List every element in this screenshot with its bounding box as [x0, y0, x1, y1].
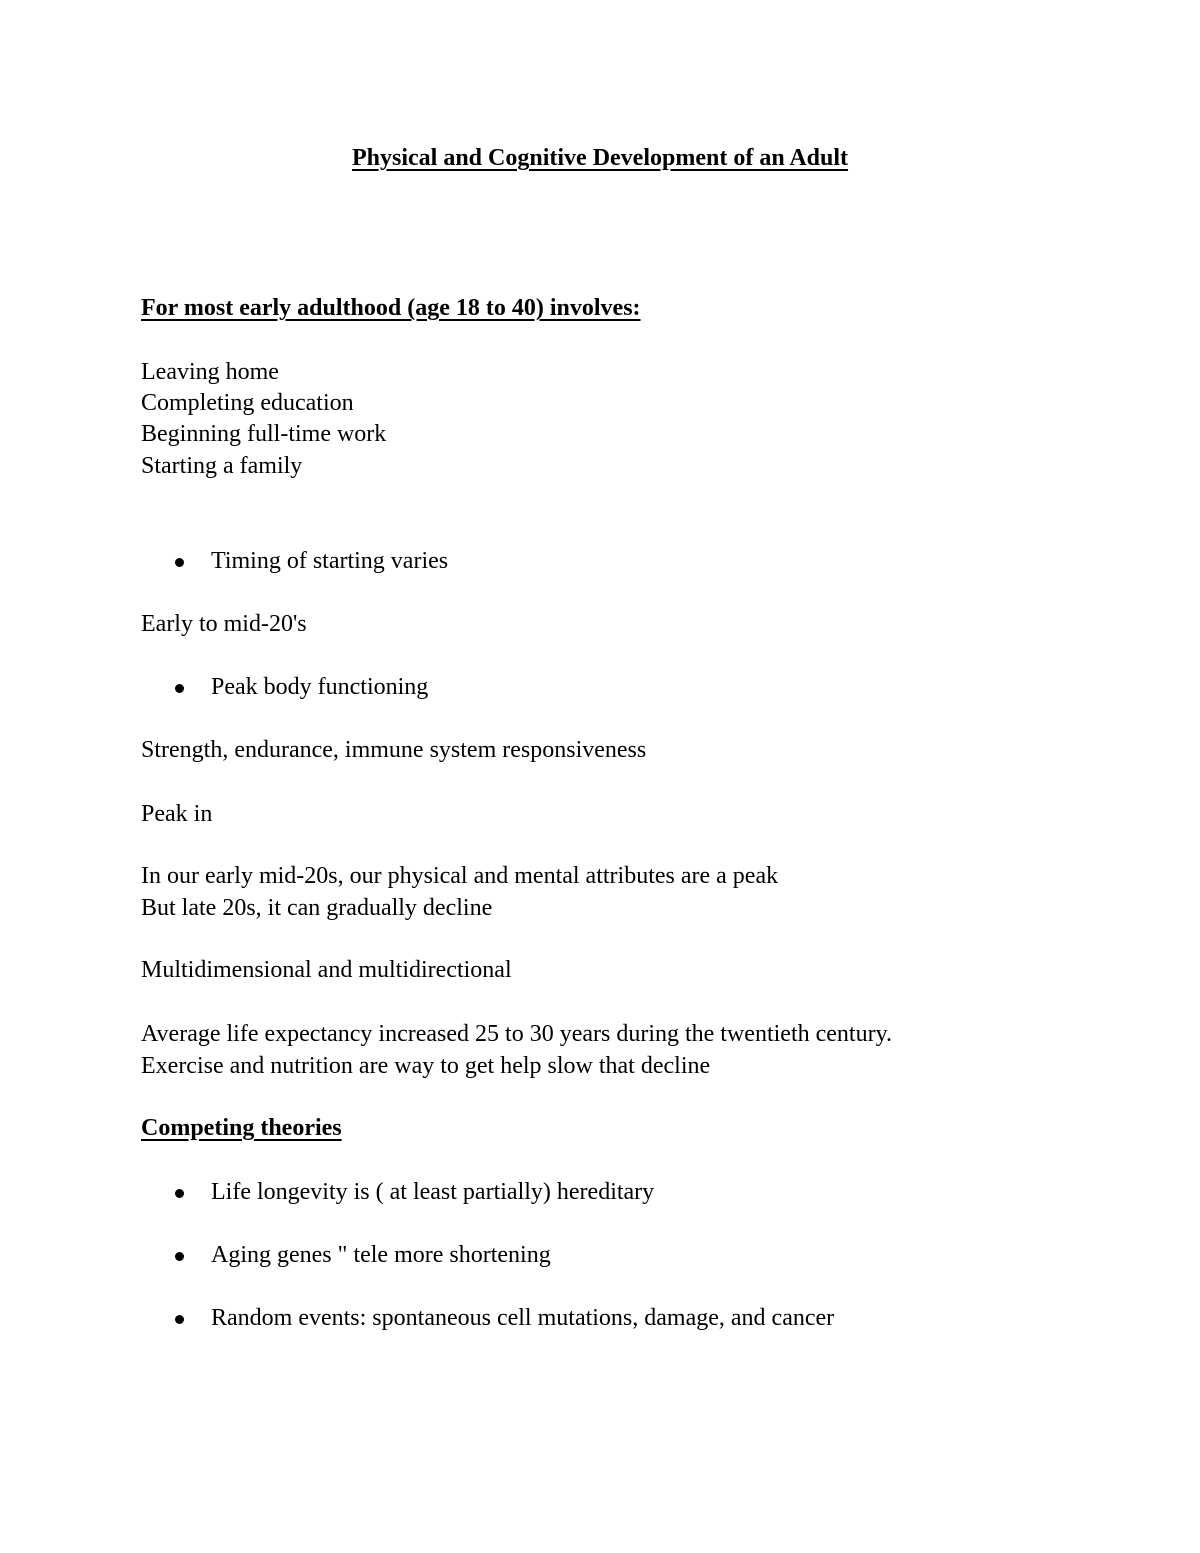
text-line: Multidimensional and multidirectional — [141, 957, 512, 983]
text-line: Strength, endurance, immune system responsiveness — [141, 737, 647, 763]
text-line: Starting a family — [141, 453, 303, 479]
bullet-text: Aging genes " tele more shortening — [211, 1242, 551, 1268]
bullet-item — [0, 1180, 1200, 1210]
text-line: Beginning full-time work — [141, 421, 387, 447]
text-line: But late 20s, it can gradually decline — [141, 895, 493, 921]
text-line: In our early mid-20s, our physical and mental attributes are a peak — [141, 863, 779, 889]
section-heading-competing-theories: Competing theories — [141, 1115, 342, 1141]
bullet-icon — [175, 684, 184, 693]
bullet-text: Life longevity is ( at least partially) hereditary — [211, 1179, 655, 1205]
bullet-item — [0, 675, 1200, 705]
text-line: Leaving home — [141, 359, 279, 385]
bullet-text: Random events: spontaneous cell mutations, damage, and cancer — [211, 1305, 835, 1331]
section-heading-early-adulthood: For most early adulthood (age 18 to 40) involves: — [141, 295, 641, 321]
text-line: Completing education — [141, 390, 354, 416]
bullet-icon — [175, 1252, 184, 1261]
bullet-icon — [175, 1189, 184, 1198]
bullet-item — [0, 1243, 1200, 1273]
bullet-text: Peak body functioning — [211, 674, 429, 700]
document-title: Physical and Cognitive Development of an Adult — [352, 145, 849, 171]
bullet-text: Timing of starting varies — [211, 548, 449, 574]
bullet-icon — [175, 558, 184, 567]
text-line: Peak in — [141, 801, 213, 827]
bullet-icon — [175, 1315, 184, 1324]
text-line: Average life expectancy increased 25 to 30 years during the twentieth century. — [141, 1021, 893, 1047]
text-line: Exercise and nutrition are way to get help slow that decline — [141, 1053, 711, 1079]
text-line: Early to mid-20's — [141, 611, 307, 637]
bullet-item — [0, 1306, 1200, 1336]
bullet-item — [0, 549, 1200, 579]
